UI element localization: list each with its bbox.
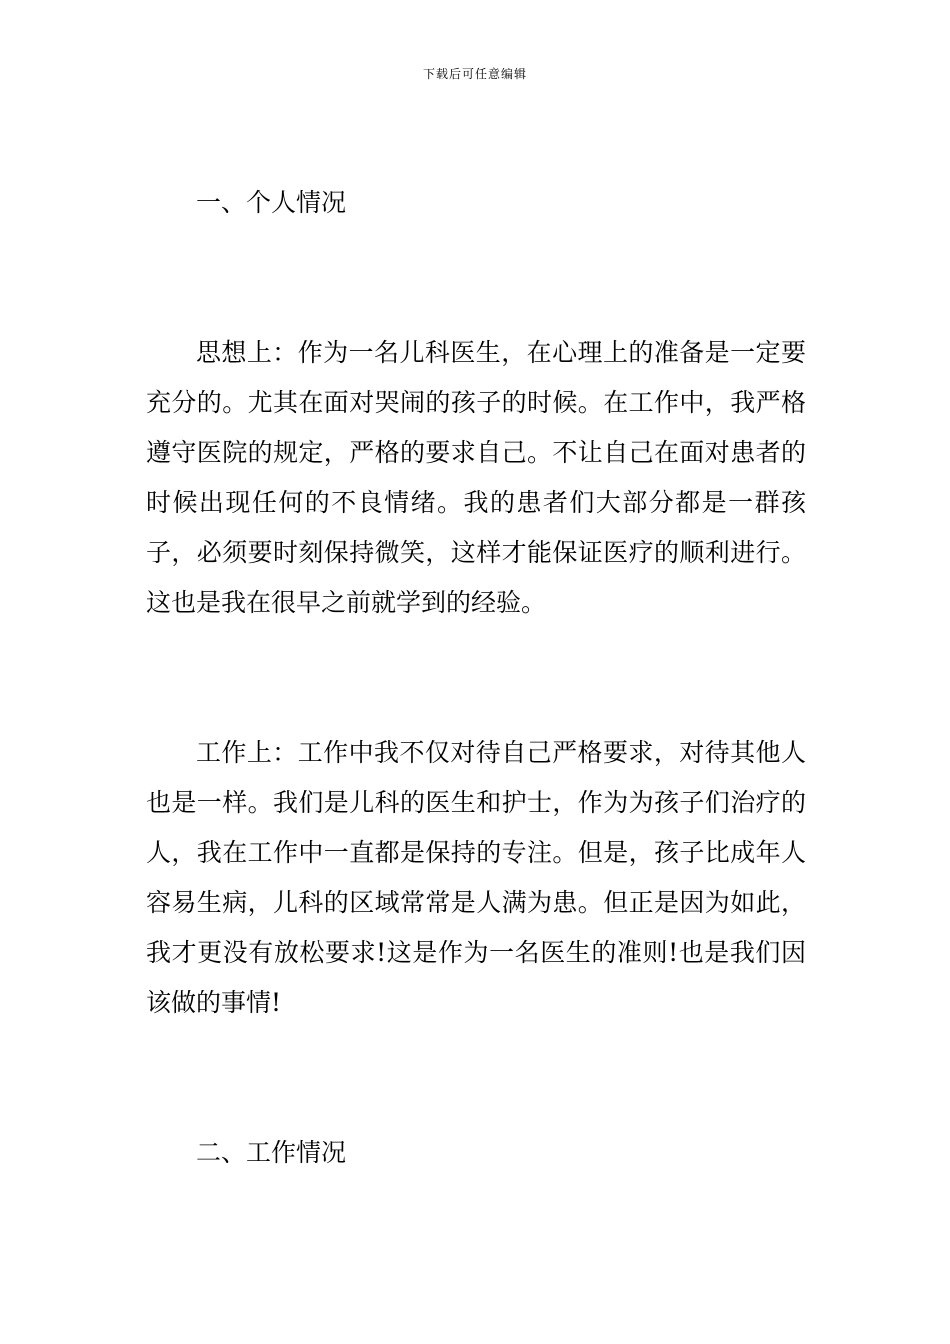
spacer [146,628,806,728]
paragraph-work: 工作上：工作中我不仅对待自己严格要求，对待其他人也是一样。我们是儿科的医生和护士，作为为孩子们治疗的人，我在工作中一直都是保持的专注。但是，孩子比成年人容易生病，儿科的区域常常是人满为患。但正是因为如此，我才更没有放松要求!这是作为一名医生的准则!也是我们因该做的事情! [146,738,806,1017]
spacer [146,1028,806,1128]
document-body [146,178,806,1178]
section-heading-work-status: 二、工作情况 [196,1138,347,1167]
paragraph-thought: 思想上：作为一名儿科医生，在心理上的准备是一定要充分的。尤其在面对哭闹的孩子的时候。在工作中，我严格遵守医院的规定，严格的要求自己。不让自己在面对患者的时候出现任何的不良情绪。我的患者们大部分都是一群孩子，必须要时刻保持微笑，这样才能保证医疗的顺利进行。这也是我在很早之前就学到的经验。 [146,338,806,617]
section-heading-personal: 一、个人情况 [196,188,347,217]
header-note: 下载后可任意编辑 [422,67,527,81]
spacer [146,228,806,328]
